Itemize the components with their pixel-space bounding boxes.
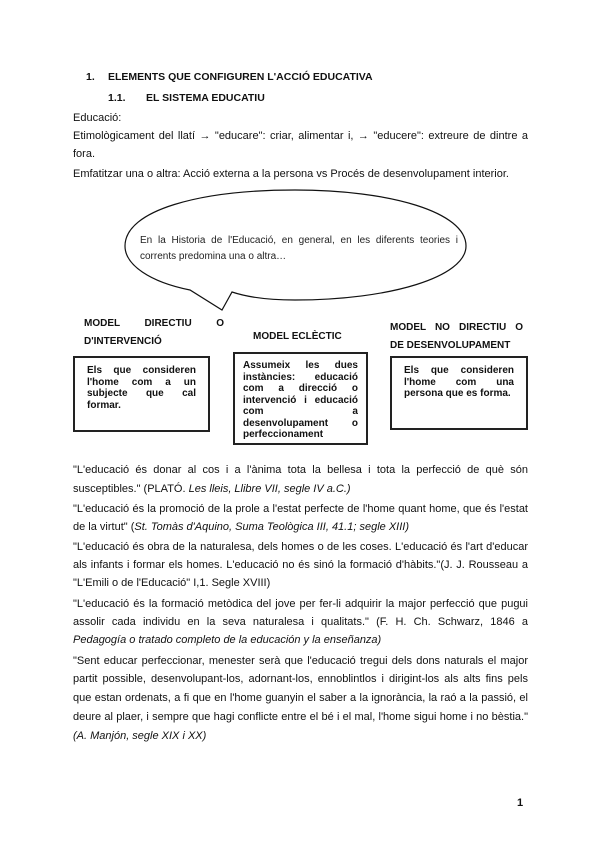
model-no-directiu-box: Els que consideren l'home com una persona que es forma. [390, 356, 528, 430]
quote-manjon-line-3: que estan ordenats, a fi que en l'home guanyin el saber a la ignorància, la raó a la passió, el [73, 692, 528, 704]
quote-manjon-line-2: partit possible, desenvolupant-los, adornant-los, ennoblintlos i dirigint-los als alts fins pels [73, 673, 528, 685]
quote-schwarz-line-2: assolir cada individu en la seva naturalesa i qualitats." (F. H. Ch. Schwarz, 1846 a [73, 616, 528, 628]
heading-2-number: 1.1. [108, 92, 126, 104]
quote-manjon-line-1: "Sent educar perfeccionar, menester serà que l'educació tregui dels dons naturals el major [73, 655, 528, 667]
model-directiu-title-1: MODEL DIRECTIU O [84, 318, 224, 329]
bubble-line-1: En la Historia de l'Educació, en general, en les diferents teories i [140, 235, 458, 246]
quote-manjon-line-5: (A. Manjón, segle XIX i XX) [73, 730, 207, 742]
quote-rousseau-line-3: "L'Emili o de l'Educació" I,1. Segle XVIII) [73, 577, 271, 589]
model-no-directiu-title-1: MODEL NO DIRECTIU O [390, 322, 523, 333]
speech-bubble [0, 0, 600, 320]
quote-aquino-line-1: "L'educació és la promoció de la prole a l'estat perfecte de l'home quant home, que és l'estat [73, 503, 528, 515]
education-label: Educació: [73, 112, 122, 124]
heading-1-title: ELEMENTS QUE CONFIGUREN L'ACCIÓ EDUCATIVA [108, 71, 373, 83]
model-directiu-title-2: D'INTERVENCIÓ [84, 336, 162, 347]
quote-manjon-line-4: deure al plaer, i sempre que hagi conflicte entre el bé i el mal, l'home sigui home i no bèstia." [73, 711, 528, 723]
model-eclectic-title: MODEL ECLÈCTIC [253, 331, 342, 342]
quote-plato-reference: Les lleis, Llibre VII, segle IV a.C.) [188, 483, 351, 495]
quote-rousseau-line-2: als infants i formar els homes. L'educació no és sinó la formació d'hàbits."(J. J. Rousseau a [73, 559, 528, 571]
model-eclectic-box: Assumeix les dues instàncies: educació com a direcció o intervenció i educació com a desenvolupament o perfeccionament [233, 352, 368, 445]
quote-plato-line-1: "L'educació és donar al cos i a l'ànima tota la bellesa i tota la perfecció de què són [73, 464, 528, 476]
quote-schwarz-line-3: Pedagogía o tratado completo de la educación y la enseñanza) [73, 634, 382, 646]
model-directiu-box: Els que consideren l'home com a un subjecte que cal formar. [73, 356, 210, 432]
page-number: 1 [517, 797, 524, 809]
etymology-line-2: fora. [73, 148, 96, 160]
model-no-directiu-title-2: DE DESENVOLUPAMENT [390, 340, 511, 351]
quote-rousseau-line-1: "L'educació és obra de la naturalesa, dels homes o de les coses. L'educació és l'art d'educar [73, 541, 528, 553]
etymology-line-1: Etimològicament del llatí → "educare": criar, alimentar i, → "educere": extreure de dintre a [73, 130, 528, 142]
emphasis-line: Emfatitzar una o altra: Acció externa a la persona vs Procés de desenvolupament interior. [73, 168, 509, 180]
bubble-line-2: corrents predomina una o altra… [140, 251, 287, 262]
quote-aquino-reference: St. Tomàs d'Aquino, Suma Teològica III, 41.1; segle XIII) [134, 521, 409, 533]
quote-aquino-line-2: de la virtut" (St. Tomàs d'Aquino, Suma Teològica III, 41.1; segle XIII) [73, 521, 409, 533]
quote-plato-line-2: susceptibles." (PLATÓ. Les lleis, Llibre VII, segle IV a.C.) [73, 483, 351, 495]
heading-1-number: 1. [86, 71, 95, 83]
quote-schwarz-line-1: "L'educació és la formació metòdica del jove per fer-li adquirir la major perfecció que pugui [73, 598, 528, 610]
heading-2-title: EL SISTEMA EDUCATIU [146, 92, 265, 104]
